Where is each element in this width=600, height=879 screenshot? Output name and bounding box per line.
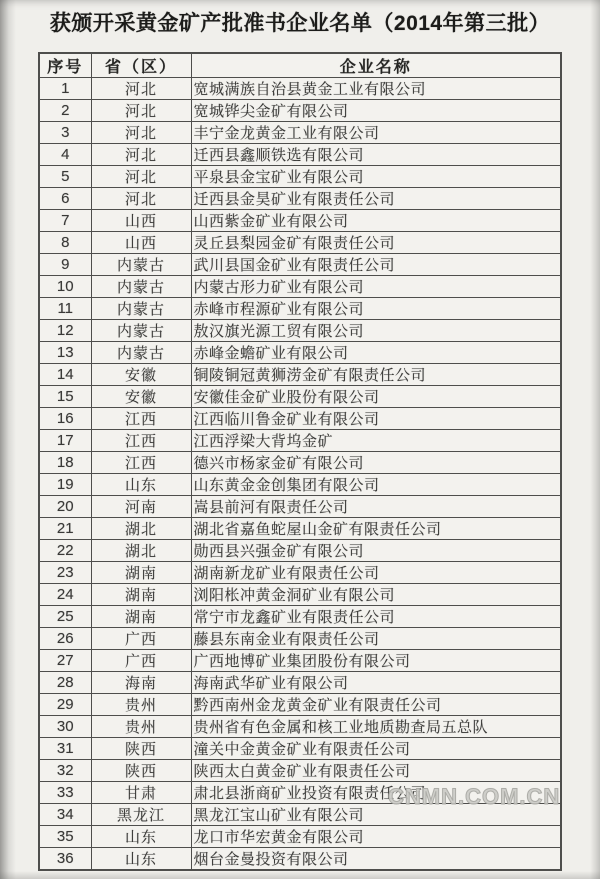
- serial-number-cell: 9: [39, 254, 91, 276]
- cnmn-watermark: CNMN.COM.CN: [388, 784, 561, 809]
- serial-number-cell: 26: [39, 628, 91, 650]
- company-name-cell: 广西地博矿业集团股份有限公司: [191, 650, 561, 672]
- serial-number-cell: 13: [39, 342, 91, 364]
- company-name-cell: 黑龙江宝山矿业有限公司: [191, 804, 561, 826]
- table-row: [39, 738, 561, 760]
- province-cell: 陕西: [91, 738, 191, 760]
- province-cell: 山东: [91, 848, 191, 871]
- company-name-cell: 铜陵铜冠黄狮涝金矿有限责任公司: [191, 364, 561, 386]
- table-row: [39, 694, 561, 716]
- company-name-cell: 黔西南州金龙黄金矿业有限责任公司: [191, 694, 561, 716]
- province-cell: 内蒙古: [91, 298, 191, 320]
- province-cell: 河北: [91, 100, 191, 122]
- company-name-cell: 烟台金曼投资有限公司: [191, 848, 561, 871]
- serial-number-cell: 29: [39, 694, 91, 716]
- table-row: [39, 540, 561, 562]
- serial-number-cell: 6: [39, 188, 91, 210]
- serial-number-cell: 10: [39, 276, 91, 298]
- serial-number-cell: 34: [39, 804, 91, 826]
- province-cell: 内蒙古: [91, 320, 191, 342]
- company-name-cell: 安徽佳金矿业股份有限公司: [191, 386, 561, 408]
- company-name-cell: 宽城满族自治县黄金工业有限公司: [191, 78, 561, 100]
- table-row: [39, 562, 561, 584]
- company-name-cell: 浏阳枨冲黄金洞矿业有限公司: [191, 584, 561, 606]
- serial-number-cell: 15: [39, 386, 91, 408]
- table-row: [39, 584, 561, 606]
- company-name-cell: 龙口市华宏黄金有限公司: [191, 826, 561, 848]
- company-name-cell: 敖汉旗光源工贸有限公司: [191, 320, 561, 342]
- serial-number-cell: 17: [39, 430, 91, 452]
- province-cell: 山西: [91, 232, 191, 254]
- table-row: [39, 364, 561, 386]
- serial-number-cell: 24: [39, 584, 91, 606]
- serial-number-cell: 25: [39, 606, 91, 628]
- company-name-cell: 江西临川鲁金矿业有限公司: [191, 408, 561, 430]
- province-cell: 陕西: [91, 760, 191, 782]
- province-cell: 山东: [91, 826, 191, 848]
- province-cell: 河北: [91, 78, 191, 100]
- company-name-cell: 嵩县前河有限责任公司: [191, 496, 561, 518]
- table-row: [39, 430, 561, 452]
- company-name-cell: 赤峰市程源矿业有限公司: [191, 298, 561, 320]
- table-row: [39, 298, 561, 320]
- serial-number-cell: 19: [39, 474, 91, 496]
- serial-number-cell: 3: [39, 122, 91, 144]
- page-title: 获颁开采黄金矿产批准书企业名单（2014年第三批）: [49, 12, 551, 35]
- company-name-cell: 藤县东南金业有限责任公司: [191, 628, 561, 650]
- province-cell: 内蒙古: [91, 276, 191, 298]
- serial-number-cell: 20: [39, 496, 91, 518]
- serial-number-cell: 21: [39, 518, 91, 540]
- table-row: [39, 650, 561, 672]
- table-row: [39, 496, 561, 518]
- province-cell: 安徽: [91, 364, 191, 386]
- company-name-cell: 武川县国金矿业有限责任公司: [191, 254, 561, 276]
- table-row: [39, 848, 561, 871]
- company-name-cell: 海南武华矿业有限公司: [191, 672, 561, 694]
- table-row: [39, 276, 561, 298]
- table-row: [39, 122, 561, 144]
- scan-edge-right: [590, 0, 600, 879]
- province-cell: 河北: [91, 144, 191, 166]
- serial-number-cell: 8: [39, 232, 91, 254]
- serial-number-cell: 23: [39, 562, 91, 584]
- table-row: [39, 760, 561, 782]
- table-row: [39, 408, 561, 430]
- serial-number-cell: 28: [39, 672, 91, 694]
- province-cell: 河北: [91, 122, 191, 144]
- province-cell: 湖北: [91, 518, 191, 540]
- province-cell: 江西: [91, 408, 191, 430]
- serial-number-cell: 16: [39, 408, 91, 430]
- company-approval-table: [38, 52, 562, 871]
- company-name-cell: 赤峰金蟾矿业有限公司: [191, 342, 561, 364]
- company-name-cell: 贵州省有色金属和核工业地质勘查局五总队: [191, 716, 561, 738]
- scan-edge-bottom: [0, 871, 600, 879]
- table-row: [39, 78, 561, 100]
- table-row: [39, 188, 561, 210]
- header-province: 省（区）: [91, 53, 191, 78]
- serial-number-cell: 11: [39, 298, 91, 320]
- company-name-cell: 平泉县金宝矿业有限公司: [191, 166, 561, 188]
- serial-number-cell: 1: [39, 78, 91, 100]
- table-row: [39, 606, 561, 628]
- serial-number-cell: 33: [39, 782, 91, 804]
- company-name-cell: 灵丘县梨园金矿有限责任公司: [191, 232, 561, 254]
- province-cell: 江西: [91, 430, 191, 452]
- company-name-cell: 陕西太白黄金矿业有限责任公司: [191, 760, 561, 782]
- table-header-row: [39, 53, 561, 78]
- province-cell: 贵州: [91, 694, 191, 716]
- header-serial-number: 序号: [39, 53, 91, 78]
- serial-number-cell: 2: [39, 100, 91, 122]
- province-cell: 广西: [91, 628, 191, 650]
- province-cell: 海南: [91, 672, 191, 694]
- province-cell: 甘肃: [91, 782, 191, 804]
- table-row: [39, 210, 561, 232]
- table-row: [39, 826, 561, 848]
- table-row: [39, 716, 561, 738]
- table-row: [39, 254, 561, 276]
- province-cell: 安徽: [91, 386, 191, 408]
- province-cell: 江西: [91, 452, 191, 474]
- serial-number-cell: 7: [39, 210, 91, 232]
- province-cell: 广西: [91, 650, 191, 672]
- table-row: [39, 100, 561, 122]
- company-name-cell: 肃北县浙商矿业投资有限责任公司: [191, 782, 561, 804]
- table-row: [39, 320, 561, 342]
- table-body: [39, 78, 561, 871]
- company-name-cell: 湖南新龙矿业有限责任公司: [191, 562, 561, 584]
- table-row: [39, 628, 561, 650]
- company-name-cell: 迁西县鑫顺铁选有限公司: [191, 144, 561, 166]
- serial-number-cell: 18: [39, 452, 91, 474]
- province-cell: 湖南: [91, 584, 191, 606]
- table-row: [39, 782, 561, 804]
- serial-number-cell: 32: [39, 760, 91, 782]
- serial-number-cell: 31: [39, 738, 91, 760]
- company-name-cell: 山东黄金金创集团有限公司: [191, 474, 561, 496]
- province-cell: 河南: [91, 496, 191, 518]
- serial-number-cell: 36: [39, 848, 91, 871]
- serial-number-cell: 4: [39, 144, 91, 166]
- company-name-cell: 常宁市龙鑫矿业有限责任公司: [191, 606, 561, 628]
- table-row: [39, 518, 561, 540]
- province-cell: 湖南: [91, 606, 191, 628]
- company-name-cell: 宽城铧尖金矿有限公司: [191, 100, 561, 122]
- serial-number-cell: 30: [39, 716, 91, 738]
- province-cell: 山西: [91, 210, 191, 232]
- company-name-cell: 迁西县金昊矿业有限责任公司: [191, 188, 561, 210]
- table-row: [39, 166, 561, 188]
- table-row: [39, 804, 561, 826]
- serial-number-cell: 27: [39, 650, 91, 672]
- scan-edge-left: [0, 0, 16, 879]
- table-row: [39, 474, 561, 496]
- province-cell: 山东: [91, 474, 191, 496]
- serial-number-cell: 5: [39, 166, 91, 188]
- table-row: [39, 342, 561, 364]
- province-cell: 河北: [91, 188, 191, 210]
- province-cell: 湖南: [91, 562, 191, 584]
- company-name-cell: 德兴市杨家金矿有限公司: [191, 452, 561, 474]
- province-cell: 黑龙江: [91, 804, 191, 826]
- province-cell: 贵州: [91, 716, 191, 738]
- serial-number-cell: 14: [39, 364, 91, 386]
- serial-number-cell: 22: [39, 540, 91, 562]
- province-cell: 内蒙古: [91, 254, 191, 276]
- header-company-name: 企业名称: [191, 53, 561, 78]
- table-row: [39, 144, 561, 166]
- company-name-cell: 湖北省嘉鱼蛇屋山金矿有限责任公司: [191, 518, 561, 540]
- company-name-cell: 勋西县兴强金矿有限公司: [191, 540, 561, 562]
- table-row: [39, 452, 561, 474]
- company-name-cell: 山西紫金矿业有限公司: [191, 210, 561, 232]
- company-name-cell: 丰宁金龙黄金工业有限公司: [191, 122, 561, 144]
- serial-number-cell: 35: [39, 826, 91, 848]
- serial-number-cell: 12: [39, 320, 91, 342]
- table-row: [39, 232, 561, 254]
- province-cell: 河北: [91, 166, 191, 188]
- company-name-cell: 内蒙古形力矿业有限公司: [191, 276, 561, 298]
- table-row: [39, 386, 561, 408]
- table-row: [39, 672, 561, 694]
- province-cell: 湖北: [91, 540, 191, 562]
- company-name-cell: 江西浮梁大背坞金矿: [191, 430, 561, 452]
- province-cell: 内蒙古: [91, 342, 191, 364]
- company-name-cell: 潼关中金黄金矿业有限责任公司: [191, 738, 561, 760]
